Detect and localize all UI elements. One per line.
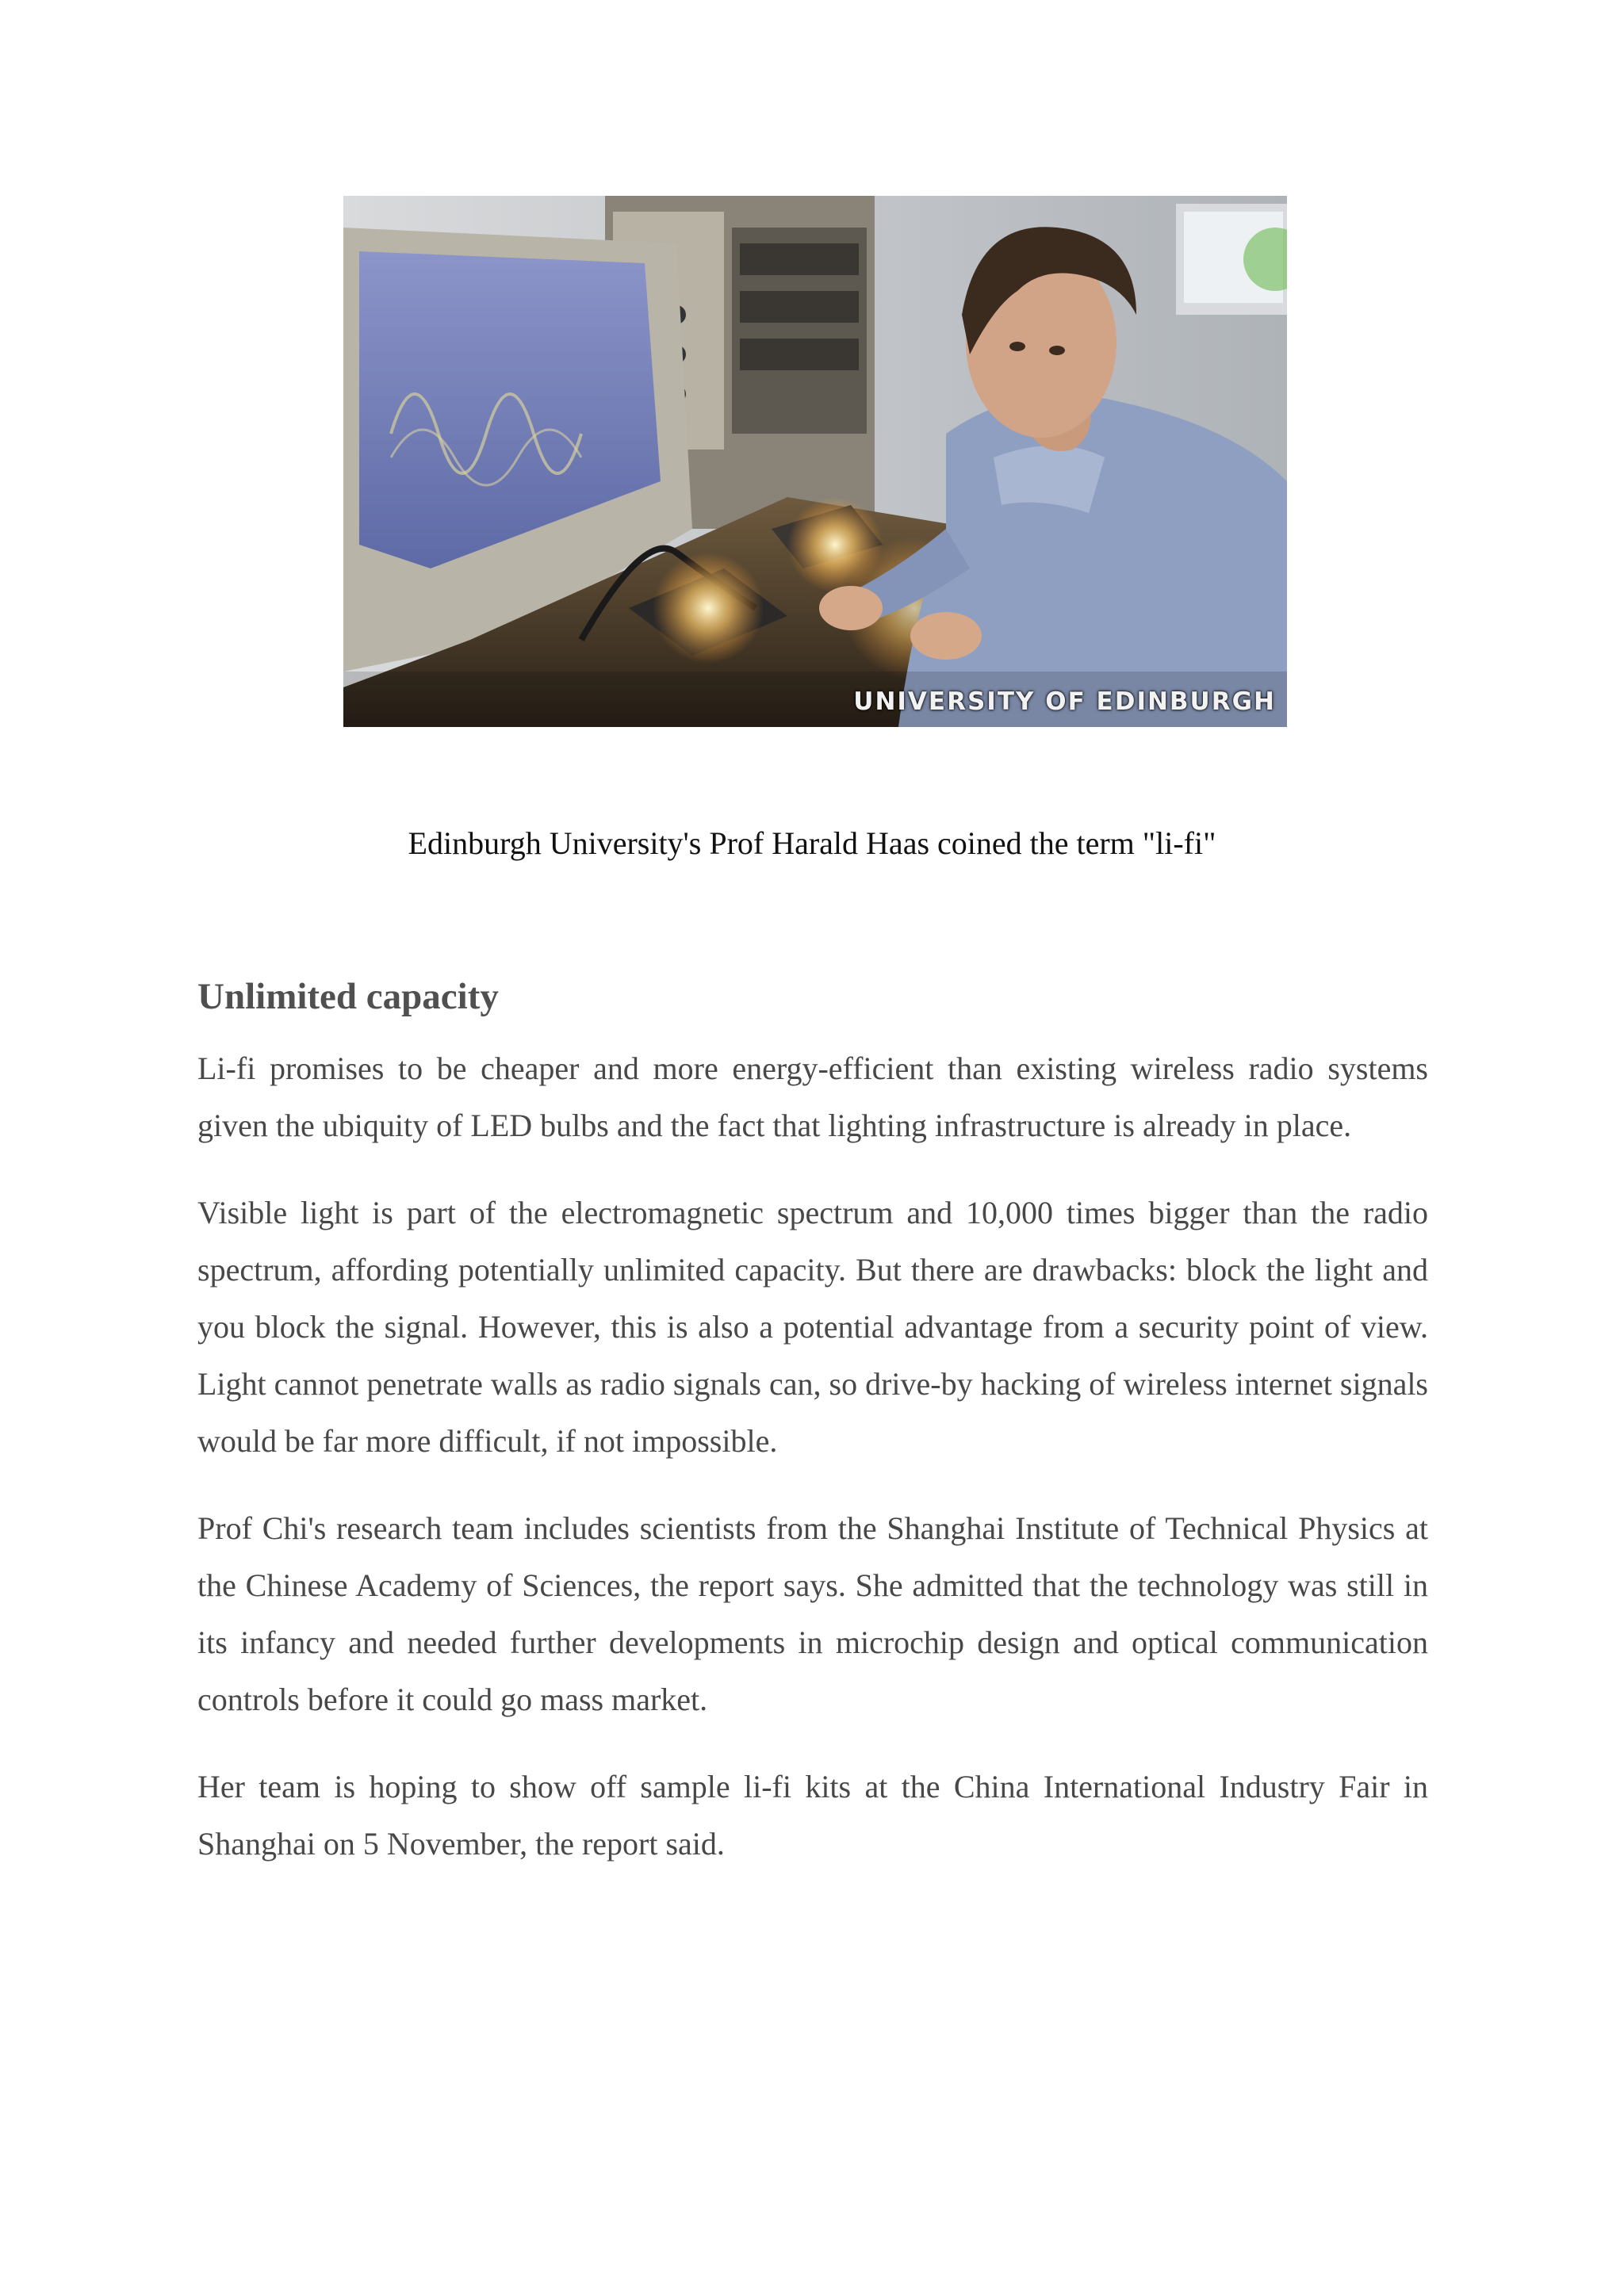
paragraph-3: Prof Chi's research team includes scientists from the Shanghai Institute of Technical Physics at the Chinese Academy of Sciences, the report says. She admitted that the technology was still in its infancy and needed further developments in microchip design and optical communication controls before it could go mass market. xyxy=(197,1510,1428,1717)
photo-illustration xyxy=(343,196,1287,727)
paragraph-1: Li-fi promises to be cheaper and more energy-efficient than existing wireless radio systems given the ubiquity of LED bulbs and the fact that lighting infrastructure is already in place. xyxy=(197,1050,1428,1143)
article-body xyxy=(197,969,1428,1903)
lab-photo xyxy=(343,196,1287,727)
section-heading: Unlimited capacity xyxy=(197,976,499,1017)
photo-credit: UNIVERSITY OF EDINBURGH xyxy=(853,687,1276,716)
paragraph-4: Her team is hoping to show off sample li-fi kits at the China International Industry Fair in Shanghai on 5 November, the report said. xyxy=(197,1769,1428,1862)
paragraph-2: Visible light is part of the electromagnetic spectrum and 10,000 times bigger than the radio spectrum, affording potentially unlimited capacity. But there are drawbacks: block the light and you block the signal. However, this is also a potential advantage from a security point of view. Light cannot penetrate walls as radio signals can, so drive-by hacking of wireless internet signals would be far more difficult, if not impossible. xyxy=(197,1195,1428,1459)
photo-caption: Edinburgh University's Prof Harald Haas coined the term "li-fi" xyxy=(408,825,1216,861)
